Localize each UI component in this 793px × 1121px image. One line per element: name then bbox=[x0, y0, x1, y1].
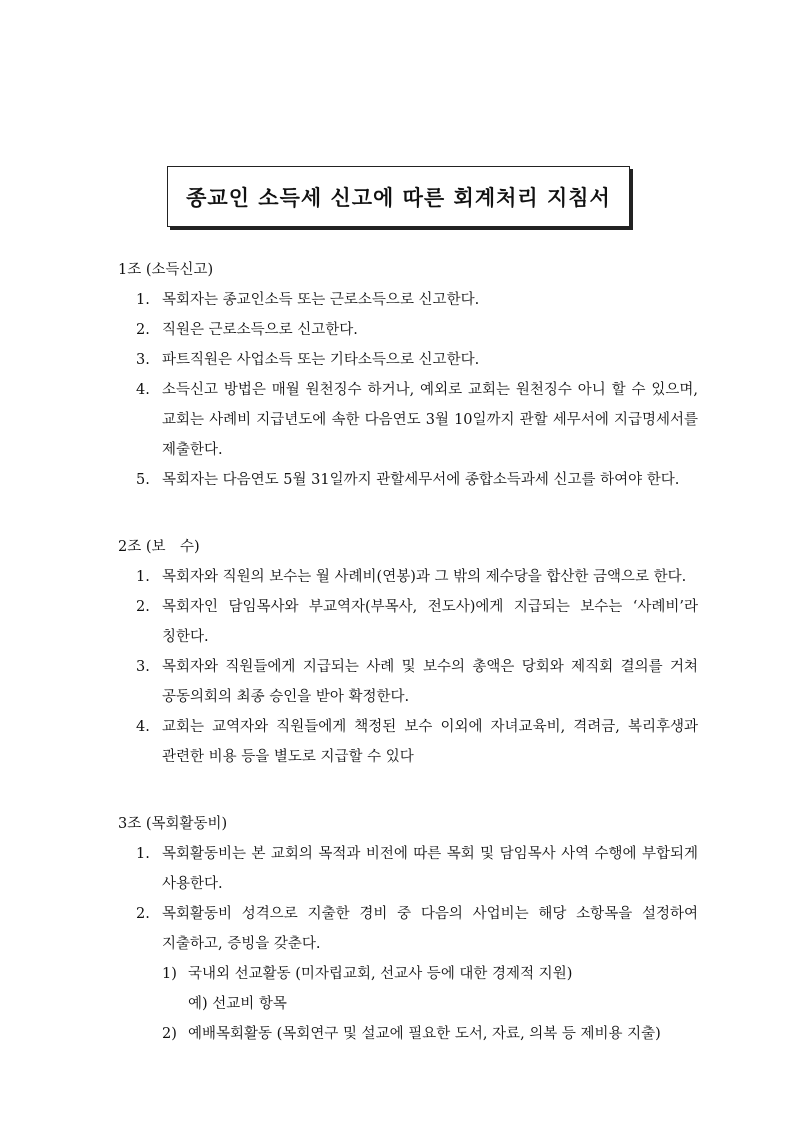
sub-item-example: 예) 선교비 항목 bbox=[188, 996, 287, 1012]
section-article-3 bbox=[118, 809, 698, 1049]
sub-item bbox=[162, 959, 698, 989]
list-item bbox=[118, 285, 698, 315]
sub-item-text: 국내외 선교활동 (미자립교회, 선교사 등에 대한 경제적 지원) bbox=[188, 966, 573, 982]
section-article-1 bbox=[118, 255, 698, 495]
item-text: 소득신고 방법은 매월 원천징수 하거나, 예외로 교회는 원천징수 아니 할 수 있으며, 교회는 사례비 지급년도에 속한 다음연도 3월 10일까지 관할 세무서에 지급명세서를 제출한다. bbox=[162, 382, 698, 458]
item-number: 3. bbox=[136, 659, 150, 675]
sub-item-number: 2) bbox=[162, 1026, 177, 1042]
item-text: 목회활동비는 본 교회의 목적과 비전에 따른 목회 및 담임목사 사역 수행에 부합되게 사용한다. bbox=[162, 846, 698, 892]
section-heading: 2조 (보 수) bbox=[118, 539, 200, 555]
item-number: 2. bbox=[136, 322, 150, 338]
list-item bbox=[118, 899, 698, 959]
item-number: 2. bbox=[136, 599, 150, 615]
section-heading: 1조 (소득신고) bbox=[118, 262, 214, 278]
list-item bbox=[118, 652, 698, 712]
document-body bbox=[118, 255, 698, 1086]
sub-item-text: 예배목회활동 (목회연구 및 설교에 필요한 도서, 자료, 의복 등 제비용 지출) bbox=[188, 1026, 661, 1042]
list-item bbox=[118, 375, 698, 465]
list-item bbox=[118, 839, 698, 899]
document-title: 종교인 소득세 신고에 따른 회계처리 지침서 bbox=[186, 185, 611, 210]
list-item bbox=[118, 315, 698, 345]
section-article-2 bbox=[118, 532, 698, 772]
item-text: 목회활동비 성격으로 지출한 경비 중 다음의 사업비는 해당 소항목을 설정하여 지출하고, 증빙을 갖춘다. bbox=[162, 906, 698, 952]
item-text: 파트직원은 사업소득 또는 기타소득으로 신고한다. bbox=[162, 352, 480, 368]
item-text: 목회자와 직원의 보수는 월 사례비(연봉)과 그 밖의 제수당을 합산한 금액으로 한다. bbox=[162, 569, 687, 585]
list-item bbox=[118, 345, 698, 375]
item-number: 3. bbox=[136, 352, 150, 368]
item-number: 2. bbox=[136, 906, 150, 922]
item-text: 목회자와 직원들에게 지급되는 사례 및 보수의 총액은 당회와 제직회 결의를 거쳐 공동의회의 최종 승인을 받아 확정한다. bbox=[162, 659, 698, 705]
item-text: 직원은 근로소득으로 신고한다. bbox=[162, 322, 358, 338]
item-number: 4. bbox=[136, 382, 150, 398]
list-item bbox=[118, 562, 698, 592]
list-item bbox=[118, 592, 698, 652]
sub-item-number: 1) bbox=[162, 966, 177, 982]
list-item bbox=[118, 465, 698, 495]
item-number: 1. bbox=[136, 569, 150, 585]
list-item bbox=[118, 712, 698, 772]
title-box bbox=[167, 166, 630, 227]
item-text: 목회자는 종교인소득 또는 근로소득으로 신고한다. bbox=[162, 292, 480, 308]
item-text: 목회자는 다음연도 5월 31일까지 관할세무서에 종합소득과세 신고를 하여야 한다. bbox=[162, 472, 680, 488]
section-heading: 3조 (목회활동비) bbox=[118, 816, 228, 832]
item-number: 1. bbox=[136, 846, 150, 862]
item-number: 1. bbox=[136, 292, 150, 308]
sub-item bbox=[162, 1019, 698, 1049]
item-number: 4. bbox=[136, 719, 150, 735]
item-text: 교회는 교역자와 직원들에게 책정된 보수 이외에 자녀교육비, 격려금, 복리후생과 관련한 비용 등을 별도로 지급할 수 있다 bbox=[162, 719, 698, 765]
item-text: 목회자인 담임목사와 부교역자(부목사, 전도사)에게 지급되는 보수는 ‘사례비’라 칭한다. bbox=[162, 599, 698, 645]
item-number: 5. bbox=[136, 472, 150, 488]
